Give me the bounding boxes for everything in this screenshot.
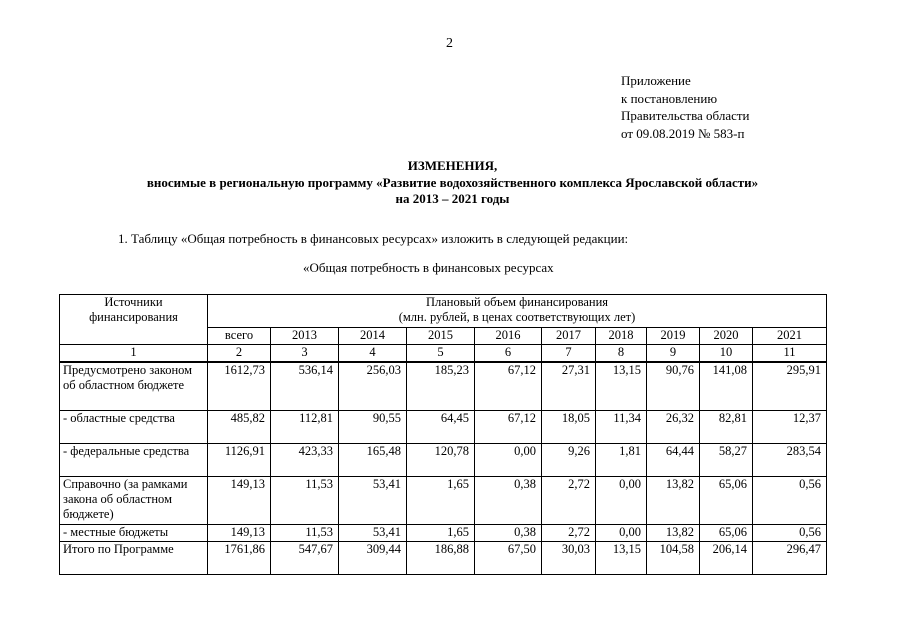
value-cell: 0,38	[475, 525, 542, 542]
value-cell: 120,78	[407, 444, 475, 477]
value-cell: 0,56	[753, 477, 827, 525]
value-cell: 2,72	[542, 477, 596, 525]
value-cell: 26,32	[647, 411, 700, 444]
table-row	[60, 477, 827, 525]
row-label: Предусмотрено законом об областном бюджете	[60, 362, 208, 411]
value-cell: 90,55	[339, 411, 407, 444]
row-label: Итого по Программе	[60, 542, 208, 575]
planned-volume-units: (млн. рублей, в ценах соответствующих лет)	[398, 310, 636, 324]
value-cell: 1,81	[596, 444, 647, 477]
value-cell: 13,15	[596, 362, 647, 411]
value-cell: 185,23	[407, 362, 475, 411]
column-number: 4	[339, 345, 407, 363]
column-header: всего	[208, 328, 271, 345]
instruction-paragraph: 1. Таблицу «Общая потребность в финансовых ресурсах» изложить в следующей редакции:	[118, 231, 629, 246]
column-header: 2014	[339, 328, 407, 345]
table-caption: «Общая потребность в финансовых ресурсах	[303, 260, 554, 275]
value-cell: 13,15	[596, 542, 647, 575]
table-row	[60, 411, 827, 444]
value-cell: 295,91	[753, 362, 827, 411]
value-cell: 423,33	[271, 444, 339, 477]
value-cell: 0,00	[475, 444, 542, 477]
value-cell: 90,76	[647, 362, 700, 411]
annex-line: к постановлению	[621, 90, 718, 106]
column-number: 2	[208, 345, 271, 363]
table-row	[60, 542, 827, 575]
column-header: 2018	[596, 328, 647, 345]
value-cell: 485,82	[208, 411, 271, 444]
value-cell: 186,88	[407, 542, 475, 575]
value-cell: 309,44	[339, 542, 407, 575]
annex-block	[621, 72, 750, 142]
annex-line: Приложение	[621, 73, 691, 88]
value-cell: 1761,86	[208, 542, 271, 575]
value-cell: 0,00	[596, 477, 647, 525]
column-number: 9	[647, 345, 700, 363]
column-header: 2019	[647, 328, 700, 345]
value-cell: 65,06	[700, 477, 753, 525]
financing-table	[59, 294, 827, 575]
value-cell: 11,34	[596, 411, 647, 444]
table-row	[60, 525, 827, 542]
value-cell: 82,81	[700, 411, 753, 444]
column-number: 1	[60, 345, 208, 363]
value-cell: 13,82	[647, 477, 700, 525]
row-label: Справочно (за рамками закона об областном бюджете)	[60, 477, 208, 525]
column-header: 2020	[700, 328, 753, 345]
row-label: - местные бюджеты	[60, 525, 208, 542]
value-cell: 296,47	[753, 542, 827, 575]
value-cell: 0,38	[475, 477, 542, 525]
value-cell: 141,08	[700, 362, 753, 411]
value-cell: 67,12	[475, 411, 542, 444]
row-label: - областные средства	[60, 411, 208, 444]
value-cell: 27,31	[542, 362, 596, 411]
column-header: 2013	[271, 328, 339, 345]
planned-volume-title: Плановый объем финансирования	[425, 295, 609, 309]
heading-subtitle: вносимые в региональную программу «Развитие водохозяйственного комплекса Ярославской области»	[146, 174, 759, 190]
table-row	[60, 362, 827, 411]
value-cell: 104,58	[647, 542, 700, 575]
value-cell: 206,14	[700, 542, 753, 575]
value-cell: 149,13	[208, 477, 271, 525]
value-cell: 11,53	[271, 477, 339, 525]
value-cell: 64,44	[647, 444, 700, 477]
value-cell: 53,41	[339, 525, 407, 542]
value-cell: 53,41	[339, 477, 407, 525]
planned-volume-header	[208, 295, 827, 328]
column-header: 2015	[407, 328, 475, 345]
annex-line: от 09.08.2019 № 583-п	[621, 125, 745, 141]
value-cell: 12,37	[753, 411, 827, 444]
page-number: 2	[446, 36, 453, 51]
column-number: 8	[596, 345, 647, 363]
value-cell: 165,48	[339, 444, 407, 477]
column-number: 10	[700, 345, 753, 363]
heading-years: на 2013 – 2021 годы	[395, 191, 510, 206]
value-cell: 1612,73	[208, 362, 271, 411]
row-label: - федеральные средства	[60, 444, 208, 477]
column-header: 2021	[753, 328, 827, 345]
heading-title: ИЗМЕНЕНИЯ,	[407, 158, 498, 173]
value-cell: 67,50	[475, 542, 542, 575]
column-number: 5	[407, 345, 475, 363]
value-cell: 112,81	[271, 411, 339, 444]
value-cell: 18,05	[542, 411, 596, 444]
value-cell: 67,12	[475, 362, 542, 411]
value-cell: 30,03	[542, 542, 596, 575]
value-cell: 2,72	[542, 525, 596, 542]
column-header: 2017	[542, 328, 596, 345]
value-cell: 536,14	[271, 362, 339, 411]
column-number: 11	[753, 345, 827, 363]
value-cell: 1,65	[407, 525, 475, 542]
document-heading	[0, 158, 905, 208]
value-cell: 11,53	[271, 525, 339, 542]
source-header-cell: Источники финансирования	[60, 295, 208, 345]
value-cell: 547,67	[271, 542, 339, 575]
value-cell: 149,13	[208, 525, 271, 542]
column-number: 3	[271, 345, 339, 363]
value-cell: 65,06	[700, 525, 753, 542]
value-cell: 256,03	[339, 362, 407, 411]
value-cell: 1,65	[407, 477, 475, 525]
value-cell: 283,54	[753, 444, 827, 477]
column-number: 6	[475, 345, 542, 363]
value-cell: 13,82	[647, 525, 700, 542]
value-cell: 0,56	[753, 525, 827, 542]
value-cell: 0,00	[596, 525, 647, 542]
value-cell: 9,26	[542, 444, 596, 477]
annex-line: Правительства области	[621, 108, 750, 123]
column-header: 2016	[475, 328, 542, 345]
table-row	[60, 444, 827, 477]
value-cell: 1126,91	[208, 444, 271, 477]
value-cell: 64,45	[407, 411, 475, 444]
value-cell: 58,27	[700, 444, 753, 477]
column-number: 7	[542, 345, 596, 363]
